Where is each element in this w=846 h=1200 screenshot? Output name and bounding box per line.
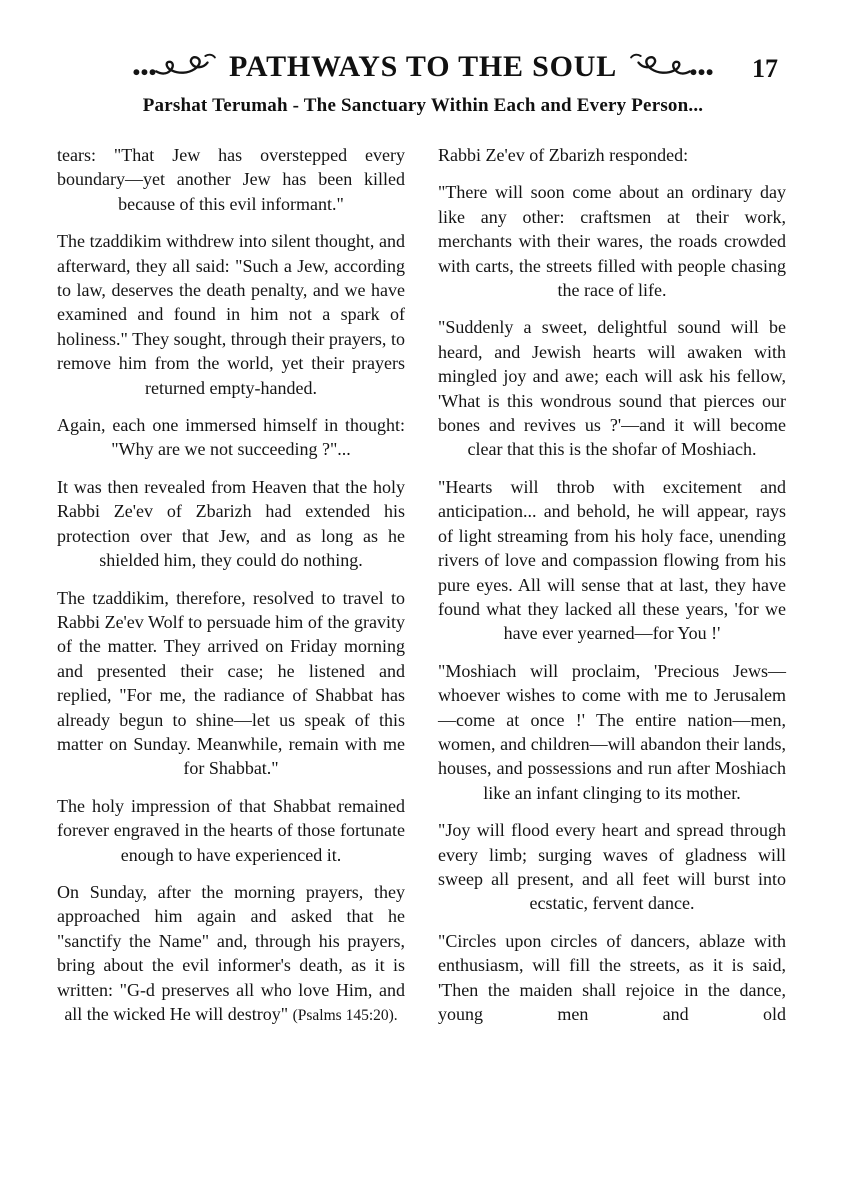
paragraph-text: "Moshiach will proclaim, 'Precious Jews—whoever wishes to come with me to Jerusalem—come at once !' The entire nation—men, women, and children—will abandon their lands, houses, and possessions and run after Moshiach like an infant clinging to its mother. [438, 660, 786, 803]
paragraph-text: On Sunday, after the morning prayers, they approached him again and asked that he "sanctify the Name" and, through his prayers, bring about the evil informer's death, as it is written: "G-d preserves all who love Him, and all the wicked He will destroy" [57, 881, 405, 1024]
paragraph-text: The holy impression of that Shabbat remained forever engraved in the hearts of those fortunate enough to have experienced it. [57, 795, 405, 865]
paragraph [438, 180, 786, 302]
paragraph [438, 818, 786, 916]
paragraph-text: The tzaddikim withdrew into silent thought, and afterward, they all said: "Such a Jew, according to law, deserves the death penalty, and we have examined and found in him not a spark of holiness." They sought, through their prayers, to remove him from the world, yet their prayers returned empty-handed. [57, 231, 405, 398]
paragraph [57, 229, 405, 400]
paragraph [57, 475, 405, 573]
paragraph [438, 475, 786, 646]
paragraph [57, 880, 405, 1028]
paragraph [57, 586, 405, 781]
paragraph [438, 143, 786, 167]
flourish-right-icon [626, 51, 714, 83]
paragraph [57, 413, 405, 462]
left-column [57, 143, 405, 1041]
paragraph-text: tears: "That Jew has overstepped every boundary—yet another Jew has been killed because of this evil informant." [57, 145, 405, 214]
paragraph-text: "Suddenly a sweet, delightful sound will be heard, and Jewish hearts will awaken with mingled joy and awe; each will ask his fellow, 'What is this wondrous sound that pierces our bones and revives us ?'—and it will become clear that this is the shofar of Moshiach. [438, 317, 786, 460]
paragraph [438, 315, 786, 461]
paragraph-text: "Joy will flood every heart and spread through every limb; surging waves of gladness will sweep all present, and all feet will burst into ecstatic, fervent dance. [438, 820, 786, 914]
paragraph-text: "Circles upon circles of dancers, ablaze with enthusiasm, will fill the streets, as it is said, 'Then the maiden shall rejoice in the dance, young men and old [438, 930, 786, 1024]
two-column-body [0, 117, 846, 1041]
right-column [438, 143, 786, 1041]
paragraph-text: "Hearts will throb with excitement and anticipation... and behold, he will appear, rays of light streaming from his holy face, unending rivers of love and compassion flowing from his pure eyes. All will sense that at last, they have found what they lacked all these years, 'for we have ever yearned—for You !' [438, 476, 786, 644]
flourish-left-icon [132, 51, 220, 83]
paragraph-text: The tzaddikim, therefore, resolved to travel to Rabbi Ze'ev Wolf to persuade him of the gravity of the matter. They arrived on Friday morning and presented their case; he listened and replied, "For me, the radiance of Shabbat has already begun to shine—let us speak of this matter on Sunday. Meanwhile, remain with me for Shabbat." [57, 587, 405, 779]
paragraph [57, 143, 405, 216]
paragraph [438, 659, 786, 805]
title-row [0, 46, 846, 88]
page-number: 17 [752, 54, 778, 83]
paragraph-text: It was then revealed from Heaven that the holy Rabbi Ze'ev of Zbarizh had extended his protection over that Jew, and as long as he shielded him, they could do nothing. [57, 476, 405, 571]
scripture-citation: (Psalms 145:20). [292, 1007, 398, 1024]
page-title: PATHWAYS TO THE SOUL [228, 50, 618, 83]
paragraph-text: Rabbi Ze'ev of Zbarizh responded: [438, 145, 689, 165]
paragraph-text: "There will soon come about an ordinary day like any other: craftsmen at their work, merchants with their wares, the roads crowded with carts, the streets filled with people chasing the race of life. [438, 182, 786, 301]
page-header [0, 0, 846, 117]
paragraph [57, 794, 405, 867]
paragraph-text: Again, each one immersed himself in thought: "Why are we not succeeding ?"... [57, 415, 405, 460]
page-subtitle: Parshat Terumah - The Sanctuary Within Each and Every Person... [142, 95, 704, 116]
paragraph [438, 929, 786, 1027]
